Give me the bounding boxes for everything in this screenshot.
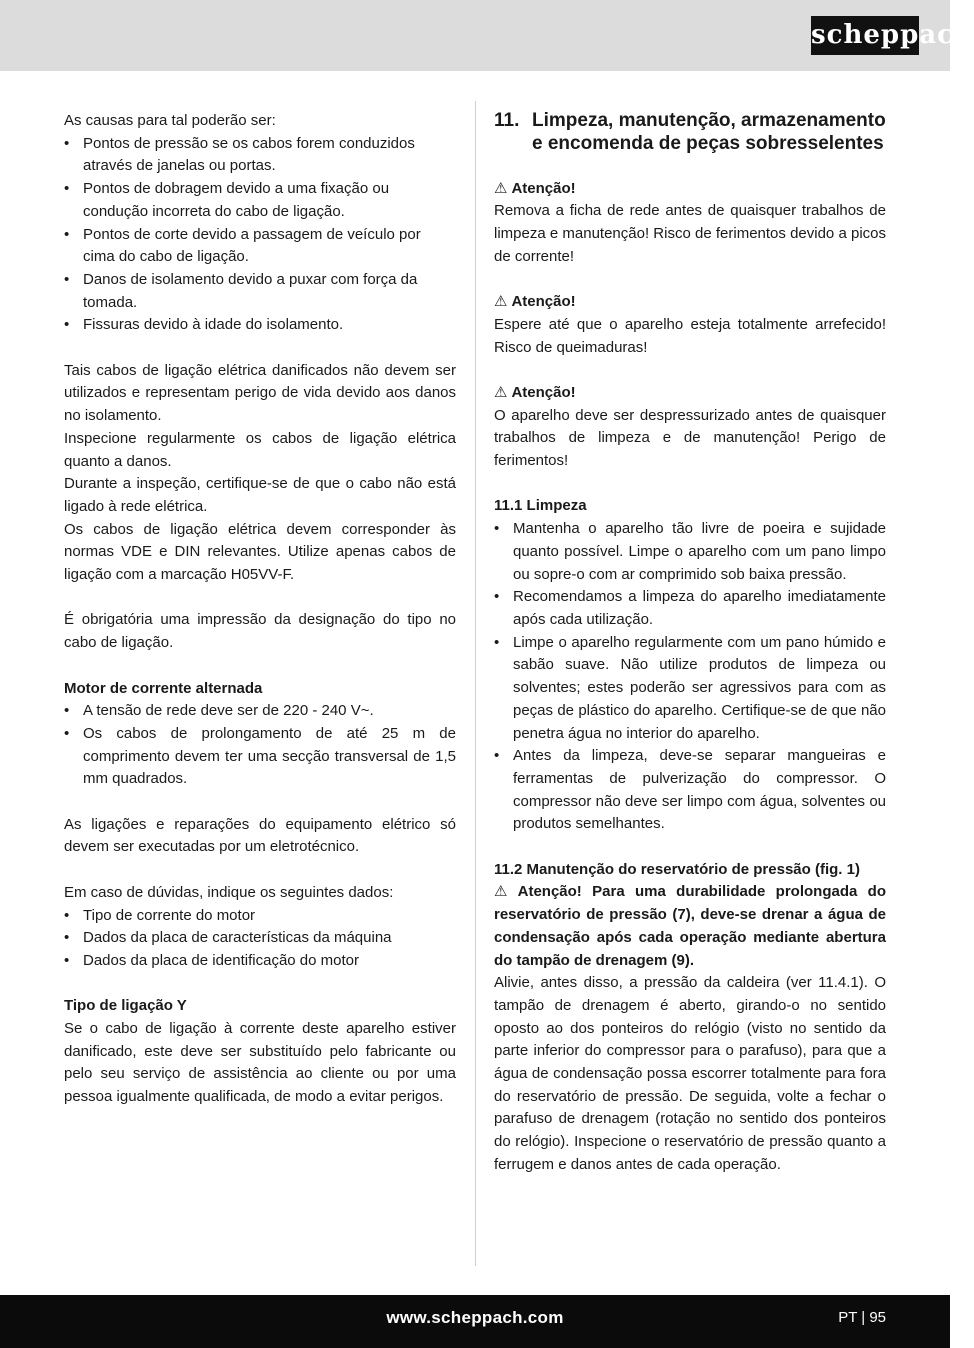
- list-item: • Antes da limpeza, deve-se separar mangueiras e ferramentas de pulverização do compressor. O compressor não deve ser limpo com água, solventes ou produtos semelhantes.: [494, 745, 886, 836]
- paragraph: Se o cabo de ligação à corrente deste aparelho estiver danificado, este deve ser substituído pelo fabricante ou pelo seu serviço de assistência ao cliente ou por uma pessoa igualmente qualificada, de modo a evitar perigos.: [64, 1020, 456, 1106]
- section-number: 11.: [494, 110, 520, 131]
- section-title: [494, 110, 886, 155]
- footer-url: www.scheppach.com: [386, 1308, 564, 1327]
- list-item: • Tipo de corrente do motor: [64, 905, 456, 928]
- doubt-intro: Em caso de dúvidas, indique os seguintes dados:: [64, 883, 394, 901]
- list-item: • Recomendamos a limpeza do aparelho imediatamente após cada utilização.: [494, 586, 886, 631]
- left-column: [64, 110, 456, 1109]
- paragraph: As ligações e reparações do equipamento elétrico só devem ser executadas por um eletrotécnico.: [64, 815, 456, 856]
- list-item: • Mantenha o aparelho tão livre de poeira e sujidade quanto possível. Limpe o aparelho com um pano limpo ou sopre-o com ar comprimido sob baixa pressão.: [494, 518, 886, 586]
- scheppach-logo: scheppach: [811, 16, 919, 55]
- doubt-list: [64, 905, 456, 973]
- warning-heading: [494, 291, 886, 314]
- warning-text: O aparelho deve ser despressurizado antes de quaisquer trabalhos de limpeza e de manutenção! Perigo de ferimentos!: [494, 406, 886, 470]
- page-number: PT | 95: [838, 1309, 886, 1326]
- paragraph: Os cabos de ligação elétrica devem corresponder às normas VDE e DIN relevantes. Utilize apenas cabos de ligação com a marcação H05VV-F.: [64, 520, 456, 584]
- list-item: • Pontos de corte devido a passagem de veículo por cima do cabo de ligação.: [64, 224, 456, 269]
- warning-heading: [494, 178, 886, 201]
- causes-intro: As causas para tal poderão ser:: [64, 112, 276, 129]
- tank-warning: [494, 881, 886, 972]
- list-item: • Pontos de dobragem devido a uma fixação ou condução incorreta do cabo de ligação.: [64, 178, 456, 223]
- paragraph: Durante a inspeção, certifique-se de que o cabo não está ligado à rede elétrica.: [64, 475, 456, 515]
- warning-text: Espere até que o aparelho esteja totalmente arrefecido! Risco de queimaduras!: [494, 315, 886, 356]
- warning-text: Remova a ficha de rede antes de quaisquer trabalhos de limpeza e manutenção! Risco de ferimentos devido a picos de corrente!: [494, 202, 886, 265]
- section-title-text: Limpeza, manutenção, armazenamento e encomenda de peças sobresselentes: [532, 110, 886, 154]
- ytype-heading: Tipo de ligação Y: [64, 997, 187, 1015]
- list-item: • A tensão de rede deve ser de 220 - 240 V~.: [64, 700, 456, 723]
- causes-list: [64, 133, 456, 337]
- paragraph: É obrigatória uma impressão da designação do tipo no cabo de ligação.: [64, 611, 456, 652]
- tank-text: Alivie, antes disso, a pressão da caldeira (ver 11.4.1). O tampão de drenagem é aberto, girando-o no sentido oposto ao dos ponteiros do relógio (visto no sentido da parte inferior do compressor para o parafuso), para que a água de condensação possa escorrer totalmente para fora do reservatório de pressão. De seguida, volte a fechar o parafuso de drenagem (rotação no sentido dos ponteiros do relógio). Inspecione o reservatório de pressão quanto a ferrugem e danos antes de cada operação.: [494, 974, 886, 1173]
- list-item: • Os cabos de prolongamento de até 25 m de comprimento devem ter uma secção transversal de 1,5 mm quadrados.: [64, 723, 456, 791]
- list-item: • Fissuras devido à idade do isolamento.: [64, 314, 456, 337]
- column-divider: [475, 101, 476, 1266]
- warning-label: Atenção!: [511, 179, 576, 197]
- warning-icon: ⚠: [494, 179, 508, 197]
- motor-heading: Motor de corrente alternada: [64, 679, 263, 697]
- warning-label: Atenção!: [511, 293, 576, 311]
- cleaning-list: [494, 518, 886, 836]
- tank-warning-text: Atenção! Para uma durabilidade prolongada do reservatório de pressão (7), deve-se drenar a água de condensação após cada operação mediante abertura do tampão de drenagem (9).: [494, 883, 886, 969]
- warning-icon: ⚠: [494, 293, 508, 311]
- warning-icon: ⚠: [494, 883, 514, 901]
- tank-heading: 11.2 Manutenção do reservatório de pressão (fig. 1): [494, 860, 860, 878]
- paragraph: Inspecione regularmente os cabos de ligação elétrica quanto a danos.: [64, 429, 456, 470]
- page-header: [0, 0, 974, 71]
- list-item: • Dados da placa de características da máquina: [64, 927, 456, 950]
- list-item: • Danos de isolamento devido a puxar com força da tomada.: [64, 269, 456, 314]
- list-item: • Limpe o aparelho regularmente com um pano húmido e sabão suave. Não utilize produtos de limpeza ou solventes; estes poderão ser agressivos para com as peças de plástico do aparelho. Certifique-se de que não penetra água no interior do aparelho.: [494, 632, 886, 746]
- list-item: • Pontos de pressão se os cabos forem conduzidos através de janelas ou portas.: [64, 133, 456, 178]
- list-item: • Dados da placa de identificação do motor: [64, 950, 456, 973]
- warning-icon: ⚠: [494, 383, 508, 401]
- right-column: [494, 110, 886, 1177]
- warning-label: Atenção!: [511, 383, 576, 401]
- page-footer: [0, 1295, 950, 1348]
- warning-heading: [494, 382, 886, 405]
- motor-list: [64, 700, 456, 791]
- paragraph: Tais cabos de ligação elétrica danificados não devem ser utilizados e representam perigo de vida devido aos danos no isolamento.: [64, 361, 456, 425]
- cleaning-heading: 11.1 Limpeza: [494, 497, 587, 515]
